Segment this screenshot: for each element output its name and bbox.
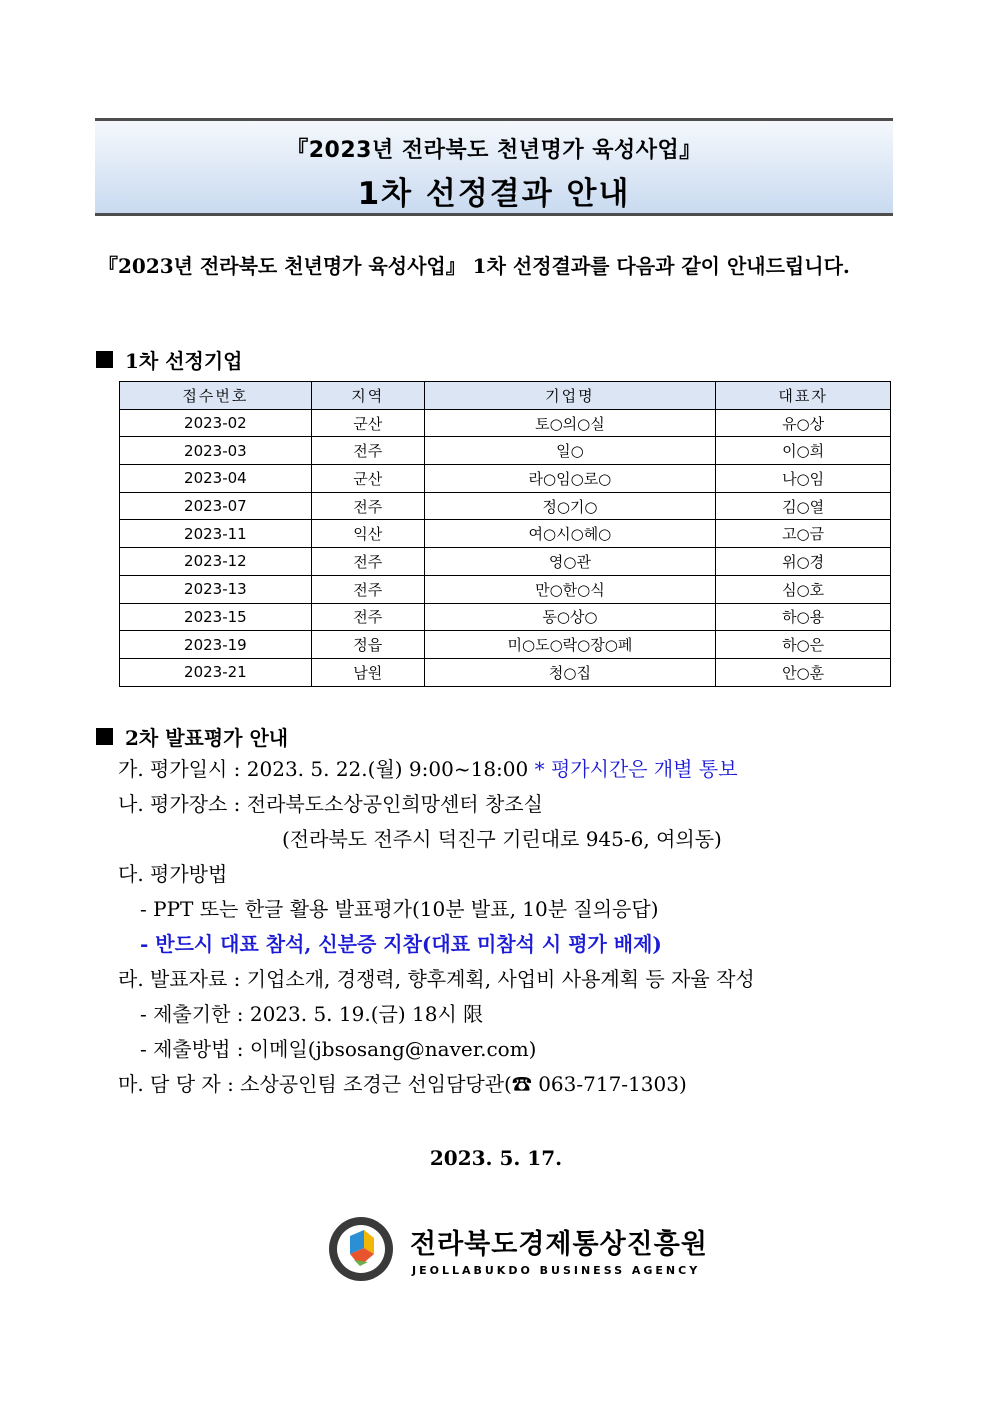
selection-table — [119, 381, 891, 687]
cell-number: 2023-03 — [120, 437, 312, 465]
agency-name: 전라북도경제통상진흥원 — [410, 1229, 708, 1260]
cell-company: 정○기○ — [424, 492, 716, 520]
item-da-label: 다. 평가방법 — [118, 862, 228, 886]
cell-company: 청○집 — [424, 658, 716, 686]
item-ma-label: 마. 담 당 자 : — [118, 1072, 241, 1096]
cell-representative: 안○훈 — [716, 658, 891, 686]
col-header-company: 기업명 — [424, 382, 716, 410]
table-row — [120, 520, 891, 548]
table-row — [120, 603, 891, 631]
cell-number: 2023-15 — [120, 603, 312, 631]
cell-company: 라○임○로○ — [424, 465, 716, 493]
square-bullet-icon — [96, 728, 113, 745]
agency-subtitle: JEOLLABUKDO BUSINESS AGENCY — [412, 1264, 701, 1277]
col-header-region: 지역 — [311, 382, 424, 410]
cell-company: 미○도○락○장○페 — [424, 631, 716, 659]
cell-representative: 고○금 — [716, 520, 891, 548]
item-ga-label: 가. 평가일시 : — [118, 757, 247, 781]
cell-region: 전주 — [311, 575, 424, 603]
cell-region: 전주 — [311, 492, 424, 520]
cell-number: 2023-13 — [120, 575, 312, 603]
table-row — [120, 437, 891, 465]
agency-logo — [328, 1216, 708, 1286]
section1-heading — [96, 345, 242, 374]
cell-number: 2023-07 — [120, 492, 312, 520]
section1-heading-text: 1차 선정기업 — [125, 349, 243, 373]
title-line1: 『2023년 전라북도 천년명가 육성사업』 — [286, 138, 702, 163]
table-row — [120, 548, 891, 576]
cell-region: 군산 — [311, 409, 424, 437]
cell-number: 2023-12 — [120, 548, 312, 576]
cell-number: 2023-02 — [120, 409, 312, 437]
section2-heading-text: 2차 발표평가 안내 — [125, 726, 289, 750]
cell-region: 정읍 — [311, 631, 424, 659]
item-ra-value: 기업소개, 경쟁력, 향후계획, 사업비 사용계획 등 자율 작성 — [246, 967, 755, 991]
col-header-representative: 대표자 — [716, 382, 891, 410]
table-row — [120, 631, 891, 659]
cell-region: 전주 — [311, 548, 424, 576]
cell-region: 익산 — [311, 520, 424, 548]
col-header-number: 접수번호 — [120, 382, 312, 410]
cell-number: 2023-21 — [120, 658, 312, 686]
item-na-address: (전라북도 전주시 덕진구 기린대로 945-6, 여의동) — [282, 827, 722, 851]
square-bullet-icon — [96, 351, 113, 368]
item-ma-value: 소상공인팀 조경근 선임담당관(☎ 063-717-1303) — [240, 1072, 687, 1096]
intro-paragraph: 『2023년 전라북도 천년명가 육성사업』 1차 선정결과를 다음과 같이 안내드립니다. — [98, 254, 850, 278]
item-ra — [118, 962, 755, 997]
table-row — [120, 465, 891, 493]
item-na-label: 나. 평가장소 : — [118, 792, 247, 816]
table-header-row — [120, 382, 891, 410]
cell-region: 군산 — [311, 465, 424, 493]
item-ga — [118, 752, 755, 787]
cell-company: 여○시○헤○ — [424, 520, 716, 548]
cell-representative: 나○임 — [716, 465, 891, 493]
cell-number: 2023-11 — [120, 520, 312, 548]
cell-representative: 하○용 — [716, 603, 891, 631]
cell-number: 2023-04 — [120, 465, 312, 493]
item-da-requirement: - 반드시 대표 참석, 신분증 지참(대표 미참석 시 평가 배제) — [140, 932, 662, 956]
item-ra-label: 라. 발표자료 : — [118, 967, 247, 991]
item-ra-deadline: - 제출기한 : 2023. 5. 19.(금) 18시 限 — [140, 1002, 484, 1026]
cell-representative: 김○열 — [716, 492, 891, 520]
agency-emblem-icon — [328, 1216, 394, 1282]
cell-company: 토○의○실 — [424, 409, 716, 437]
cell-region: 전주 — [311, 603, 424, 631]
cell-number: 2023-19 — [120, 631, 312, 659]
item-ra-submission: - 제출방법 : 이메일(jbsosang@naver.com) — [140, 1037, 537, 1061]
cell-representative: 심○호 — [716, 575, 891, 603]
document-title-box — [95, 118, 893, 216]
cell-representative: 위○경 — [716, 548, 891, 576]
cell-representative: 유○상 — [716, 409, 891, 437]
table-row — [120, 575, 891, 603]
cell-region: 남원 — [311, 658, 424, 686]
item-na — [118, 787, 755, 822]
cell-company: 일○ — [424, 437, 716, 465]
item-ma — [118, 1067, 755, 1102]
item-da-method: - PPT 또는 한글 활용 발표평가(10분 발표, 10분 질의응답) — [140, 897, 659, 921]
cell-company: 동○상○ — [424, 603, 716, 631]
item-ga-value: 2023. 5. 22.(월) 9:00~18:00 — [246, 757, 535, 781]
table-row — [120, 409, 891, 437]
cell-representative: 이○희 — [716, 437, 891, 465]
item-ga-note: * 평가시간은 개별 통보 — [534, 757, 738, 781]
cell-representative: 하○은 — [716, 631, 891, 659]
item-na-value: 전라북도소상공인희망센터 창조실 — [246, 792, 543, 816]
cell-region: 전주 — [311, 437, 424, 465]
cell-company: 영○관 — [424, 548, 716, 576]
title-line2: 1차 선정결과 안내 — [357, 176, 631, 212]
document-date: 2023. 5. 17. — [429, 1146, 563, 1170]
table-row — [120, 492, 891, 520]
section2-heading — [96, 722, 288, 751]
evaluation-info-list — [118, 752, 755, 1102]
table-row — [120, 658, 891, 686]
cell-company: 만○한○식 — [424, 575, 716, 603]
